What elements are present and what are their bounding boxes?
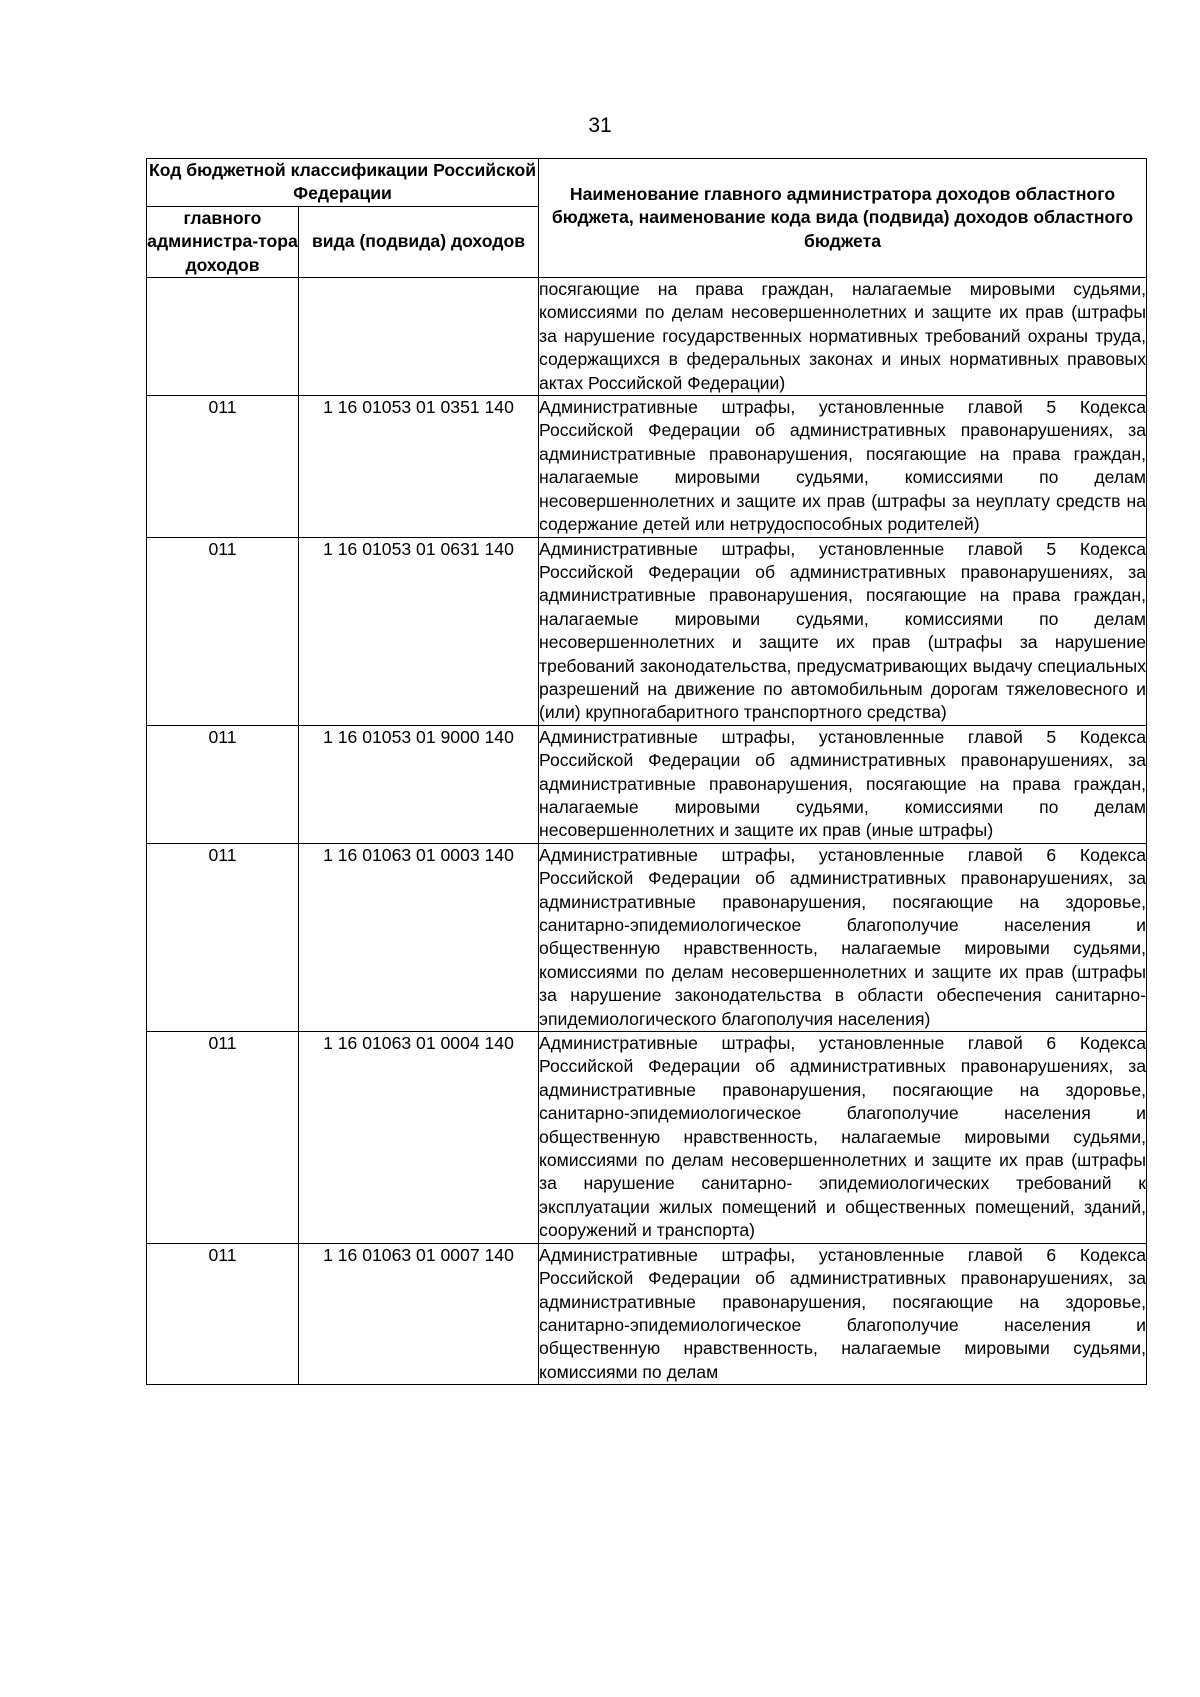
row-admin-code — [147, 278, 299, 396]
row-income-code: 1 16 01063 01 0007 140 — [299, 1243, 539, 1384]
row-admin-code: 011 — [147, 537, 299, 725]
table-row — [147, 1032, 1147, 1244]
row-admin-code: 011 — [147, 725, 299, 843]
row-admin-code: 011 — [147, 843, 299, 1031]
table-row — [147, 843, 1147, 1031]
row-admin-code: 011 — [147, 1032, 299, 1244]
row-income-name: посягающие на права граждан, налагаемые мировыми судьями, комиссиями по делам несовершеннолетних и защите их прав (штрафы за нарушение государственных нормативных требований охраны труда, содержащихся в федеральных законах и иных нормативных правовых актах Российской Федерации) — [539, 278, 1147, 396]
row-admin-code: 011 — [147, 396, 299, 537]
row-income-name: Административные штрафы, установленные главой 5 Кодекса Российской Федерации об административных правонарушениях, за административные правонарушения, посягающие на права граждан, налагаемые мировыми судьями, комиссиями по делам несовершеннолетних и защите их прав (иные штрафы) — [539, 725, 1147, 843]
page-number: 31 — [588, 114, 612, 137]
table-header — [147, 159, 1147, 278]
table-row — [147, 537, 1147, 725]
row-income-code — [299, 278, 539, 396]
header-admin-column: главного администра-тора доходов — [147, 206, 299, 277]
row-income-code: 1 16 01053 01 0631 140 — [299, 537, 539, 725]
header-budget-code-group: Код бюджетной классификации Российской Федерации — [147, 159, 539, 207]
row-income-name: Административные штрафы, установленные главой 6 Кодекса Российской Федерации об административных правонарушениях, за административные правонарушения, посягающие на здоровье, санитарно-эпидемиологическое благополучие населения и общественную нравственность, налагаемые мировыми судьями, комиссиями по делам — [539, 1243, 1147, 1384]
row-income-name: Административные штрафы, установленные главой 6 Кодекса Российской Федерации об административных правонарушениях, за административные правонарушения, посягающие на здоровье, санитарно-эпидемиологическое благополучие населения и общественную нравственность, налагаемые мировыми судьями, комиссиями по делам несовершеннолетних и защите их прав (штрафы за нарушение законодательства в области обеспечения санитарно- эпидемиологического благополучия населения) — [539, 843, 1147, 1031]
row-income-name: Административные штрафы, установленные главой 5 Кодекса Российской Федерации об административных правонарушениях, за административные правонарушения, посягающие на права граждан, налагаемые мировыми судьями, комиссиями по делам несовершеннолетних и защите их прав (штрафы за нарушение требований законодательства, предусматривающих выдачу специальных разрешений на движение по автомобильным дорогам тяжеловесного и (или) крупногабаритного транспортного средства) — [539, 537, 1147, 725]
row-income-code: 1 16 01063 01 0004 140 — [299, 1032, 539, 1244]
row-income-code: 1 16 01053 01 9000 140 — [299, 725, 539, 843]
table-row — [147, 278, 1147, 396]
header-code-column: вида (подвида) доходов — [299, 206, 539, 277]
table-row — [147, 1243, 1147, 1384]
header-name-column: Наименование главного администратора доходов областного бюджета, наименование кода вида (подвида) доходов областного бюджета — [539, 159, 1147, 278]
table-body — [147, 278, 1147, 1385]
row-income-name: Административные штрафы, установленные главой 6 Кодекса Российской Федерации об административных правонарушениях, за административные правонарушения, посягающие на здоровье, санитарно-эпидемиологическое благополучие населения и общественную нравственность, налагаемые мировыми судьями, комиссиями по делам несовершеннолетних и защите их прав (штрафы за нарушение санитарно- эпидемиологических требований к эксплуатации жилых помещений и общественных помещений, зданий, сооружений и транспорта) — [539, 1032, 1147, 1244]
row-income-code: 1 16 01063 01 0003 140 — [299, 843, 539, 1031]
row-admin-code: 011 — [147, 1243, 299, 1384]
row-income-code: 1 16 01053 01 0351 140 — [299, 396, 539, 537]
table-row — [147, 725, 1147, 843]
table-row — [147, 396, 1147, 537]
budget-classification-table — [146, 158, 1147, 1385]
row-income-name: Административные штрафы, установленные главой 5 Кодекса Российской Федерации об административных правонарушениях, за административные правонарушения, посягающие на права граждан, налагаемые мировыми судьями, комиссиями по делам несовершеннолетних и защите их прав (штрафы за неуплату средств на содержание детей или нетрудоспособных родителей) — [539, 396, 1147, 537]
